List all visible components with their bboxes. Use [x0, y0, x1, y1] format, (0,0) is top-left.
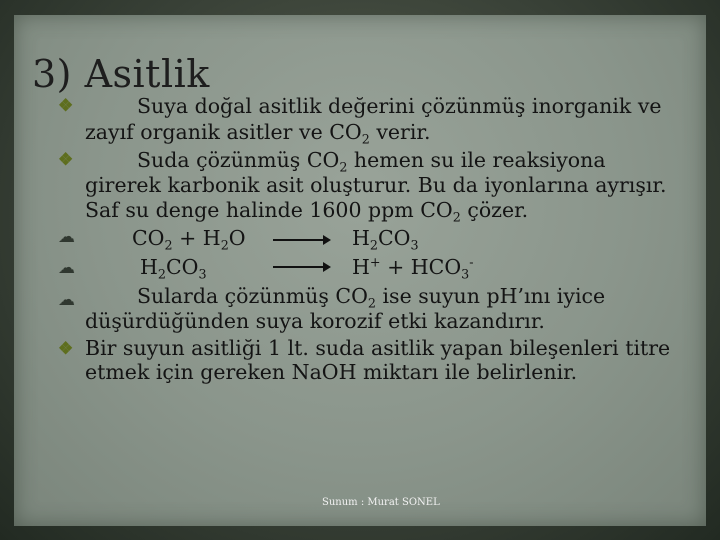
bullet4-line2: etmek için gereken NaOH miktarı ile belirlenir.: [85, 360, 578, 384]
bullet4-line1: Bir suyun asitliği 1 lt. suda asitlik yapan bileşenleri titre: [85, 336, 671, 360]
slide-title: 3) Asitlik: [32, 52, 210, 96]
equation2-arrow-icon: [273, 266, 329, 268]
equation1-products: $H_2CO_3$: [352, 226, 419, 253]
bullet2-line1: Suda çözünmüş $CO_2$ hemen su ile reaksiyona: [137, 148, 606, 175]
bullet2-line2: girerek karbonik asit oluşturur. Bu da iyonlarına ayrışır.: [85, 173, 667, 197]
equation2-products: $H^+ + HCO_3^-$: [352, 254, 474, 282]
diamond-bullet-icon: ❖: [58, 339, 74, 359]
diamond-bullet-icon: ❖: [58, 150, 74, 170]
equation2-reactants: $H_2CO_3$: [140, 255, 207, 282]
bullet1-line2: zayıf organik asitler ve $CO_2$ verir.: [85, 120, 431, 147]
cloud-bullet-icon: ☁: [58, 258, 75, 278]
presenter-footer: Sunum : Murat SONEL: [322, 497, 440, 508]
bullet3-line1: Sularda çözünmüş $CO_2$ ise suyun pH’ını iyice: [137, 284, 606, 311]
cloud-bullet-icon: ☁: [58, 227, 75, 247]
equation1-arrow-icon: [273, 239, 329, 241]
bullet2-line3: Saf su denge halinde 1600 ppm $CO_2$ çözer.: [85, 198, 529, 225]
bullet1-line1: Suya doğal asitlik değerini çözünmüş inorganik ve: [137, 94, 662, 118]
bullet3-line2: düşürdüğünden suya korozif etki kazandırır.: [85, 309, 545, 333]
cloud-bullet-icon: ☁: [58, 290, 75, 310]
diamond-bullet-icon: ❖: [58, 96, 74, 116]
equation1-reactants: $CO_2 + H_2O$: [132, 226, 246, 253]
